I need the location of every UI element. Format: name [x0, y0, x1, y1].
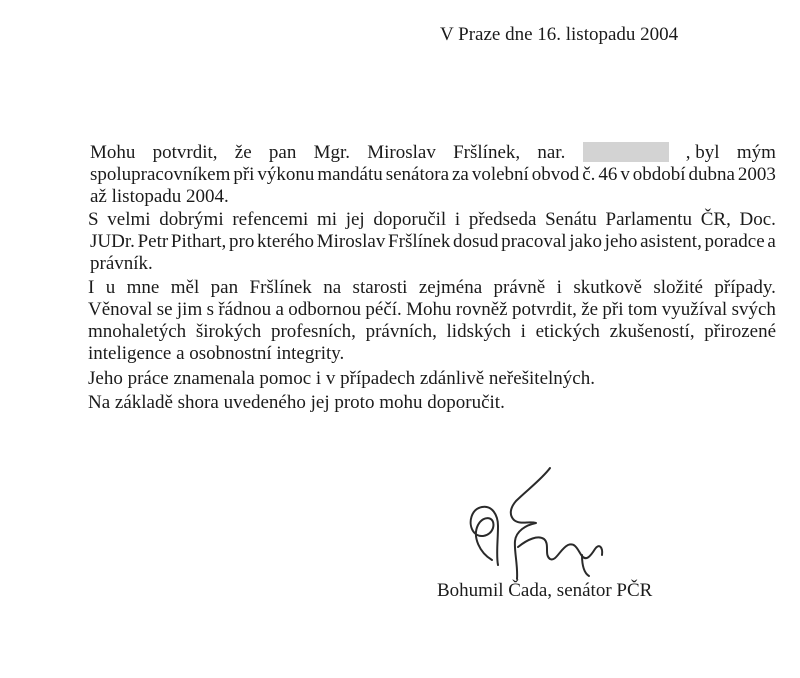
word: nar.: [537, 142, 566, 163]
paragraph-1-line-2: [90, 164, 776, 186]
word: asistent,: [640, 231, 702, 252]
paragraph-2-line-2: [90, 231, 776, 253]
word: měl: [170, 277, 200, 298]
word: dubna: [688, 164, 735, 185]
paragraph-1-line-3: až listopadu 2004.: [90, 186, 229, 207]
word: u: [105, 277, 116, 298]
signature-stroke-3: [518, 537, 602, 559]
word: kterého: [257, 231, 315, 252]
word: tom: [627, 299, 658, 320]
word: č.: [582, 164, 596, 185]
paragraph-3-line-4: inteligence a osobnostní integrity.: [88, 343, 345, 364]
paragraph-3-line-1: [88, 277, 776, 299]
word: využíval: [661, 299, 728, 320]
word: Miroslav: [367, 142, 436, 163]
word: přirozené: [704, 321, 776, 342]
word: i: [520, 321, 526, 342]
word: senátora: [385, 164, 450, 185]
word: mnohaletých: [88, 321, 187, 342]
word: Mohu: [90, 142, 136, 163]
word: dobrými: [159, 209, 224, 230]
word: Fršlínek: [388, 231, 451, 252]
word: volební: [471, 164, 529, 185]
word: profesních,: [270, 321, 356, 342]
word: péčí.: [365, 299, 402, 320]
word: Fršlínek: [249, 277, 312, 298]
word: svých: [731, 299, 776, 320]
word: Věnoval: [88, 299, 153, 320]
word: pan: [210, 277, 239, 298]
word: rovněž: [455, 299, 508, 320]
word: složité: [653, 277, 703, 298]
word: pan: [268, 142, 297, 163]
word: Doc.: [739, 209, 776, 230]
word: starosti: [352, 277, 408, 298]
word: Mohu: [406, 299, 452, 320]
word: Miroslav: [316, 231, 386, 252]
word: zkušeností,: [609, 321, 695, 342]
word: jim: [176, 299, 203, 320]
word: refencemi: [232, 209, 309, 230]
word: doporučil: [373, 209, 447, 230]
word: mandátu: [317, 164, 383, 185]
word: případy.: [714, 277, 776, 298]
word: že: [234, 142, 252, 163]
word: i: [556, 277, 562, 298]
paragraph-4-line-1: Jeho práce znamenala pomoc i v případech zdánlivě neřešitelných.: [88, 368, 595, 389]
word: se: [156, 299, 173, 320]
signature-stroke-1: [511, 468, 550, 579]
word: jako: [569, 231, 602, 252]
word: že: [581, 299, 599, 320]
word: mým: [736, 142, 776, 163]
word: Fršlínek,: [453, 142, 521, 163]
word: pracoval: [501, 231, 567, 252]
word: jeho: [604, 231, 638, 252]
word: spolupracovníkem: [90, 164, 231, 185]
word: Parlamentu: [605, 209, 693, 230]
word: JUDr.: [90, 231, 135, 252]
word: 46: [598, 164, 618, 185]
word: mi: [316, 209, 338, 230]
signer-name: Bohumil Čada, senátor PČR: [437, 580, 653, 601]
word: poradce: [704, 231, 765, 252]
word: odbornou: [288, 299, 362, 320]
birthdate-redaction: [583, 142, 669, 162]
paragraph-5-line-1: Na základě shora uvedeného jej proto mohu doporučit.: [88, 392, 505, 413]
word: Senátu: [545, 209, 597, 230]
paragraph-2-line-3: právník.: [90, 253, 153, 274]
word: právně: [493, 277, 546, 298]
word: dosud: [453, 231, 499, 252]
word: potvrdit,: [511, 299, 577, 320]
word: při: [602, 299, 624, 320]
word: s: [206, 299, 214, 320]
word: pro: [229, 231, 255, 252]
word: širokých: [195, 321, 262, 342]
word: ČR,: [700, 209, 731, 230]
paragraph-2-line-1: [88, 209, 776, 231]
word: etických: [535, 321, 600, 342]
word: potvrdit,: [152, 142, 218, 163]
word: zejména: [418, 277, 483, 298]
paragraph-1-line-1: [90, 142, 776, 164]
word: , byl: [685, 142, 720, 163]
place-date: V Praze dne 16. listopadu 2004: [440, 24, 679, 45]
word: S: [88, 209, 99, 230]
word: v: [620, 164, 630, 185]
word: skutkově: [573, 277, 642, 298]
word: velmi: [107, 209, 151, 230]
word: na: [323, 277, 342, 298]
word: předseda: [468, 209, 537, 230]
paragraph-3-line-3: [88, 321, 776, 343]
word: výkonu: [257, 164, 315, 185]
word: I: [88, 277, 95, 298]
word: při: [233, 164, 255, 185]
word: za: [451, 164, 469, 185]
word: Petr: [137, 231, 169, 252]
word: a: [767, 231, 776, 252]
word: a: [275, 299, 284, 320]
word: obvod: [531, 164, 580, 185]
handwritten-signature: [462, 465, 622, 585]
word: právních,: [365, 321, 437, 342]
word: jej: [345, 209, 365, 230]
word: Pithart,: [170, 231, 227, 252]
word: lidských: [446, 321, 511, 342]
word: období: [632, 164, 686, 185]
word: i: [454, 209, 461, 230]
word: řádnou: [218, 299, 272, 320]
paragraph-3-line-2: [88, 299, 776, 321]
signature-stroke-2: [471, 507, 498, 565]
word: mne: [126, 277, 160, 298]
word: Mgr.: [313, 142, 351, 163]
word: 2003: [737, 164, 776, 185]
